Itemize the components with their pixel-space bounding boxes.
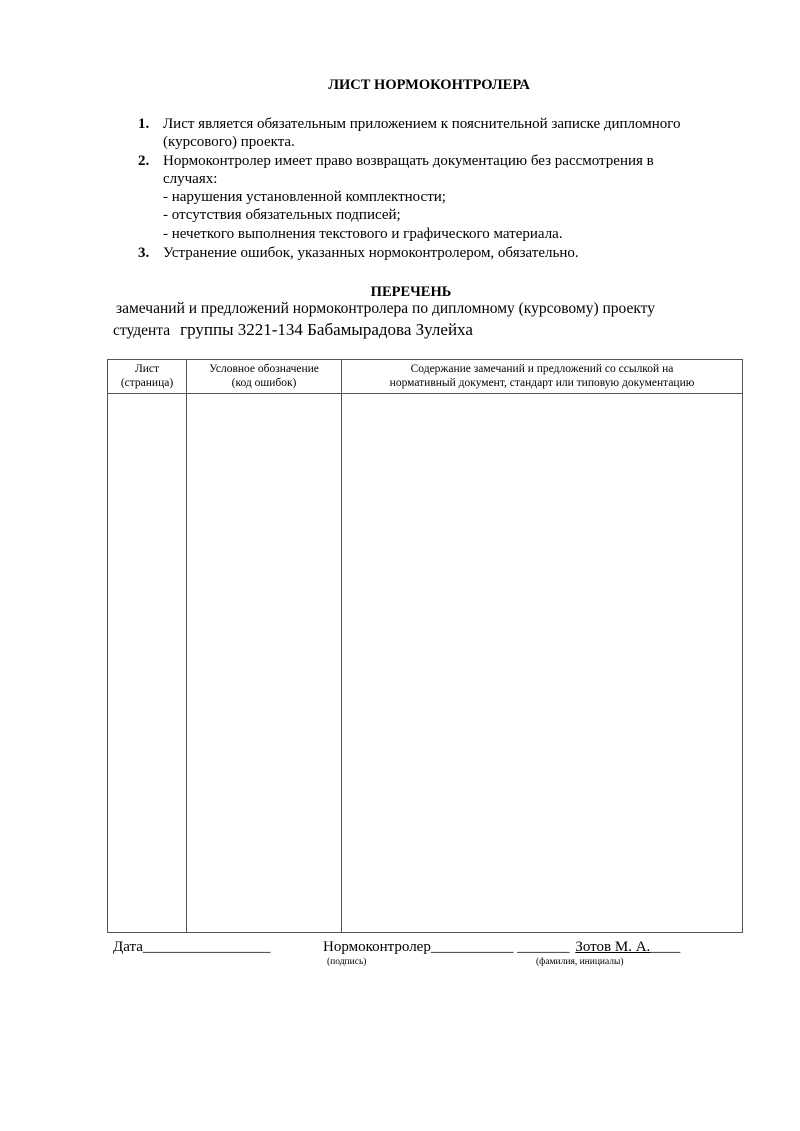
- name-caption: (фамилия, инициалы): [536, 957, 624, 967]
- column-divider: [186, 360, 187, 932]
- page-title: ЛИСТ НОРМОКОНТРОЛЕРА: [328, 77, 530, 93]
- header-code: Условное обозначение (код ошибок): [209, 363, 319, 389]
- header-content: Содержание замечаний и предложений со ссылкой на нормативный документ, стандарт или типовую документацию: [389, 363, 695, 389]
- date-line: Дата_________________: [113, 939, 271, 955]
- header-sheet: Лист (страница): [120, 363, 174, 389]
- rule-text: (курсового) проекта.: [163, 134, 295, 150]
- controller-name: Зотов М. А.: [575, 939, 651, 955]
- list-intro: замечаний и предложений нормоконтролера по дипломному (курсовому) проекту: [116, 300, 655, 317]
- case-item: - нарушения установленной комплектности;: [163, 189, 446, 205]
- rule-text: Нормоконтролер имеет право возвращать документацию без рассмотрения в: [163, 153, 654, 169]
- rule-text: Лист является обязательным приложением к пояснительной записке дипломного: [163, 116, 681, 132]
- rule-number: 1.: [138, 116, 150, 132]
- rule-number: 3.: [138, 245, 150, 261]
- column-divider: [341, 360, 342, 932]
- signature-caption: (подпись): [327, 957, 367, 967]
- header-divider: [108, 393, 742, 394]
- rule-text: случаях:: [163, 171, 218, 187]
- controller-line: [323, 939, 680, 956]
- student-label: студента: [113, 322, 171, 339]
- case-item: - нечеткого выполнения текстового и графического материала.: [163, 226, 563, 242]
- controller-label: Нормоконтролер___________ _______: [323, 939, 570, 955]
- controller-name-tail: ____: [650, 939, 681, 955]
- student-value: группы 3221-134 Бабамырадова Зулейха: [180, 320, 473, 339]
- rule-number: 2.: [138, 153, 150, 169]
- student-line: [113, 320, 473, 340]
- list-title: ПЕРЕЧЕНЬ: [370, 284, 452, 300]
- remarks-table: [107, 359, 743, 933]
- rule-text: Устранение ошибок, указанных нормоконтролером, обязательно.: [163, 245, 579, 261]
- case-item: - отсутствия обязательных подписей;: [163, 207, 401, 223]
